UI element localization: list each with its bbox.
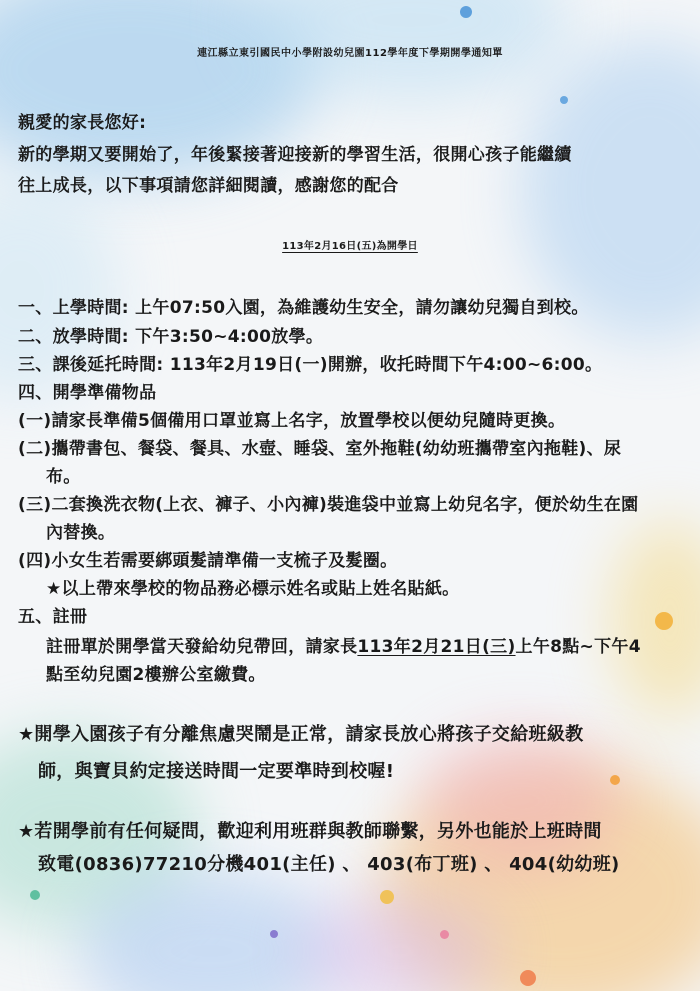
intro-line-1: 新的學期又要開始了，年後緊接著迎接新的學習生活，很開心孩子能繼續 [18, 145, 572, 165]
supply-clothes-line-1: (三)二套換洗衣物(上衣、褲子、小內褲)裝進袋中並寫上幼兒名字，便於幼生在園 [18, 495, 639, 515]
supply-hair: (四)小女生若需要綁頭髮請準備一支梳子及髮圈。 [18, 551, 398, 571]
supply-bags-line-2: 布。 [46, 467, 81, 487]
tip-contact-line-1: ★若開學前有任何疑問，歡迎利用班群與教師聯繫，另外也能於上班時間 [18, 821, 602, 842]
intro-line-2: 往上成長，以下事項請您詳細閱讀，感謝您的配合 [18, 176, 399, 196]
page-title: 連江縣立東引國民中小學附設幼兒園112學年度下學期開學通知單 [197, 48, 503, 59]
start-day-heading: 113年2月16日(五)為開學日 [282, 241, 418, 252]
item-registration-heading: 五、註冊 [18, 607, 88, 627]
tip-separation-line-2: 師，與寶貝約定接送時間一定要準時到校喔! [38, 761, 395, 782]
registration-line-2: 點至幼兒園2樓辦公室繳費。 [46, 665, 266, 685]
registration-line-1: 註冊單於開學當天發給幼兒帶回，請家長113年2月21日(三)上午8點~下午4 [46, 637, 641, 657]
item-school-time: 一、上學時間: 上午07:50入園，為維護幼生安全，請勿讓幼兒獨自到校。 [18, 298, 589, 318]
supply-bags-line-1: (二)攜帶書包、餐袋、餐具、水壺、睡袋、室外拖鞋(幼幼班攜帶室內拖鞋)、尿 [18, 439, 622, 459]
greeting: 親愛的家長您好: [18, 113, 147, 133]
item-after-school-care: 三、課後延托時間: 113年2月19日(一)開辦，收托時間下午4:00~6:00。 [18, 355, 603, 375]
item-supplies-heading: 四、開學準備物品 [18, 383, 157, 403]
tip-contact-line-2: 致電(0836)77210分機401(主任) 、 403(布丁班) 、 404(幼幼班) [38, 854, 620, 875]
registration-date: 113年2月21日(三) [357, 637, 516, 657]
supply-clothes-line-2: 內替換。 [46, 523, 116, 543]
item-dismissal-time: 二、放學時間: 下午3:50~4:00放學。 [18, 327, 324, 347]
supply-label-note: ★以上帶來學校的物品務必標示姓名或貼上姓名貼紙。 [46, 579, 460, 599]
supply-masks: (一)請家長準備5個備用口罩並寫上名字，放置學校以便幼兒隨時更換。 [18, 411, 566, 431]
tip-separation-line-1: ★開學入園孩子有分離焦慮哭鬧是正常，請家長放心將孩子交給班級教 [18, 724, 584, 745]
